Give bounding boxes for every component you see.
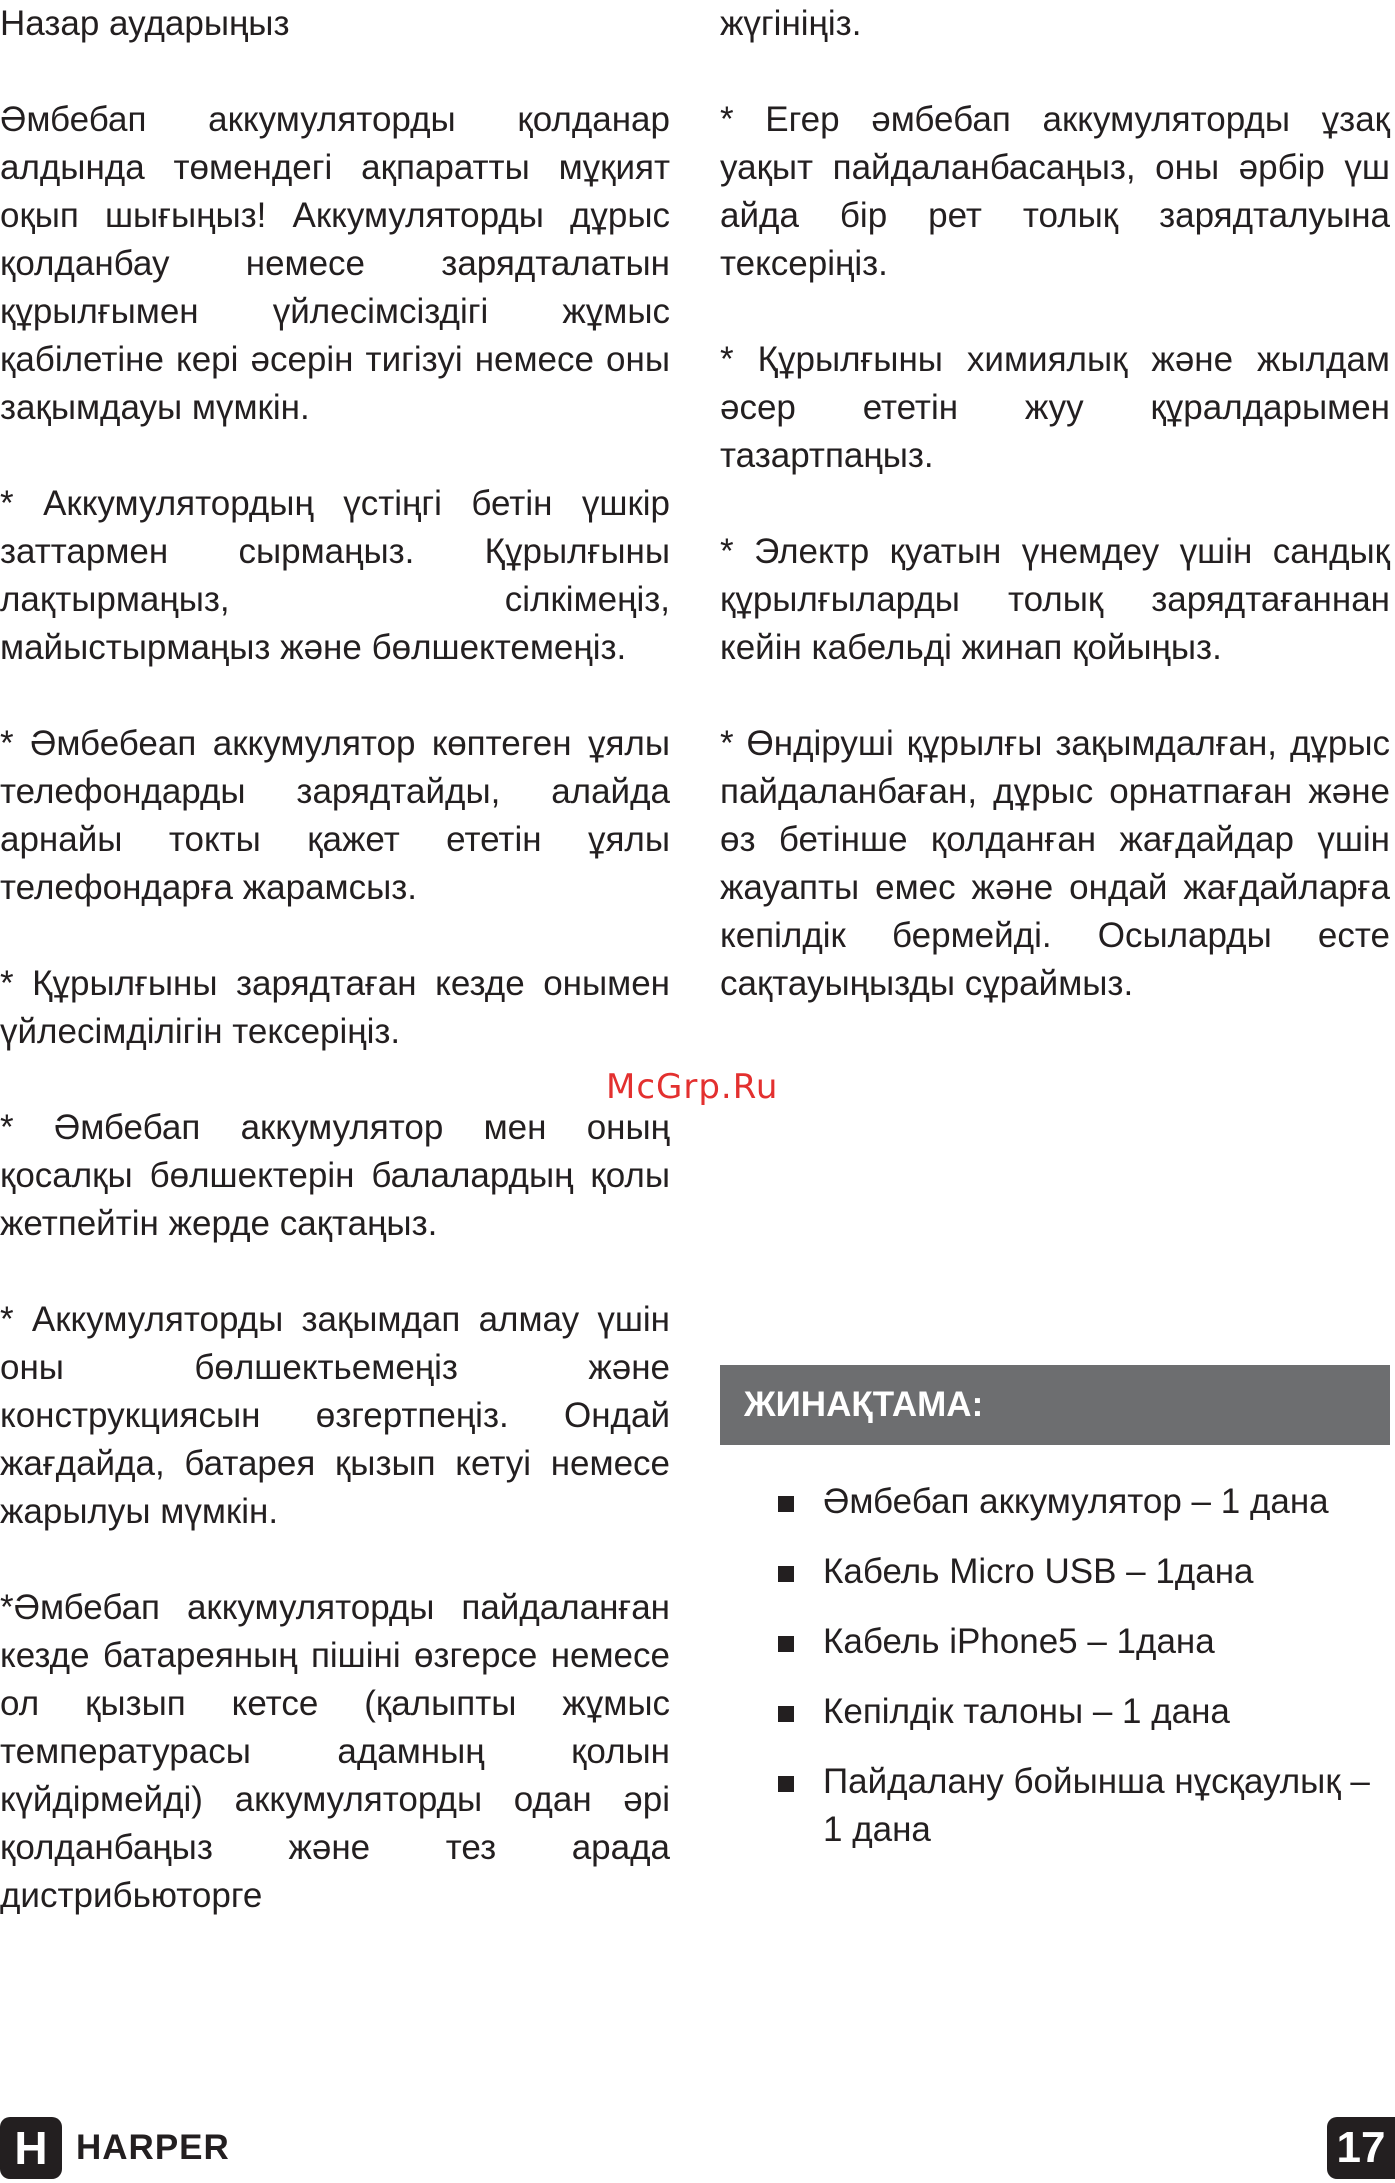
continuation-text: жүгініңіз. <box>720 4 862 43</box>
paragraph: Әмбебап аккумуляторды қолданар алдында төмендегі ақпаратты мұқият оқып шығыңыз! Аккумуляторды дұрыс қолданбау немесе зарядталатын құрылғымен үйлесімсіздігі жұмыс қабілетіне кері әсерін тигізуі немесе оны зақымдауы мүмкін. <box>0 100 670 427</box>
paragraph: *Әмбебап аккумуляторды пайдаланған кезде батареяның пішіні өзгерсе немесе ол қызып кетсе (қалыпты жұмыс температурасы адамның қолын күйдірмейді) аккумуляторды одан әрі қолданбаңыз және тез арада дистрибьюторге <box>0 1588 670 1915</box>
paragraph: * Өндіруші құрылғы зақымдалған, дұрыс пайдаланбаған, дұрыс орнатпаған және өз бетінше қолданған жағдайдар үшін жауапты емес және ондай жағдайларға кепілдік бермейді. Осыларды есте сақтауыңызды сұраймыз. <box>720 724 1390 1003</box>
list-item <box>720 1618 1390 1666</box>
list-item-label: Әмбебап аккумулятор – 1 дана <box>823 1482 1329 1521</box>
list-item <box>720 1478 1390 1526</box>
kit-title: ЖИНАҚТАМА: <box>720 1365 1390 1445</box>
list-item-label: Кабель Micro USB – 1дана <box>823 1552 1254 1591</box>
brand-name: HARPER <box>76 2128 230 2167</box>
list-item-label: Кабель iPhone5 – 1дана <box>823 1622 1215 1661</box>
paragraph: * Егер әмбебап аккумуляторды ұзақ уақыт пайдаланбасаңыз, оны әрбір үш айда бір рет толық зарядталуына тексеріңіз. <box>720 100 1390 283</box>
square-bullet-icon <box>778 1706 794 1722</box>
page-number: 17 <box>1327 2117 1395 2179</box>
paragraph: * Әмбебап аккумулятор мен оның қосалқы бөлшектерін балалардың қолы жетпейтін жерде сақтаңыз. <box>0 1108 670 1243</box>
paragraph: * Құрылғыны зарядтаған кезде онымен үйлесімділігін тексеріңіз. <box>0 964 670 1051</box>
square-bullet-icon <box>778 1566 794 1582</box>
paragraph: * Аккумуляторды зақымдап алмау үшін оны бөлшектьемеңіз және конструкциясын өзгертпеңіз. Ондай жағдайда, батарея қызып кетуі немесе жарылуы мүмкін. <box>0 1300 670 1531</box>
right-column <box>720 0 1390 1008</box>
watermark: McGrp.Ru <box>606 1067 779 1107</box>
list-item-label: Пайдалану бойынша нұсқаулық – 1 дана <box>823 1762 1370 1849</box>
paragraph: * Электр қуатын үнемдеу үшін сандық құрылғыларды толық зарядтағаннан кейін кабельді жинап қойыңыз. <box>720 532 1390 667</box>
square-bullet-icon <box>778 1636 794 1652</box>
harper-logo <box>0 2117 230 2179</box>
list-item-label: Кепілдік талоны – 1 дана <box>823 1692 1230 1731</box>
list-item <box>720 1688 1390 1736</box>
paragraph: * Әмбебеап аккумулятор көптеген ұялы телефондарды зарядтайды, алайда арнайы токты қажет ететін ұялы телефондарға жарамсыз. <box>0 724 670 907</box>
attention-heading: Назар аударыңыз <box>0 4 290 43</box>
list-item <box>720 1548 1390 1596</box>
paragraph: * Құрылғыны химиялық және жылдам әсер ететін жуу құралдарымен тазартпаңыз. <box>720 340 1390 475</box>
left-column <box>0 0 670 1920</box>
logo-h-icon: H <box>0 2117 62 2179</box>
square-bullet-icon <box>778 1496 794 1512</box>
paragraph: * Аккумулятордың үстіңгі бетін үшкір заттармен сырмаңыз. Құрылғыны лақтырмаңыз, сілкімеңіз, майыстырмаңыз және бөлшектемеңіз. <box>0 484 670 667</box>
square-bullet-icon <box>778 1776 794 1792</box>
kit-list <box>720 1478 1390 1876</box>
list-item <box>720 1758 1390 1854</box>
